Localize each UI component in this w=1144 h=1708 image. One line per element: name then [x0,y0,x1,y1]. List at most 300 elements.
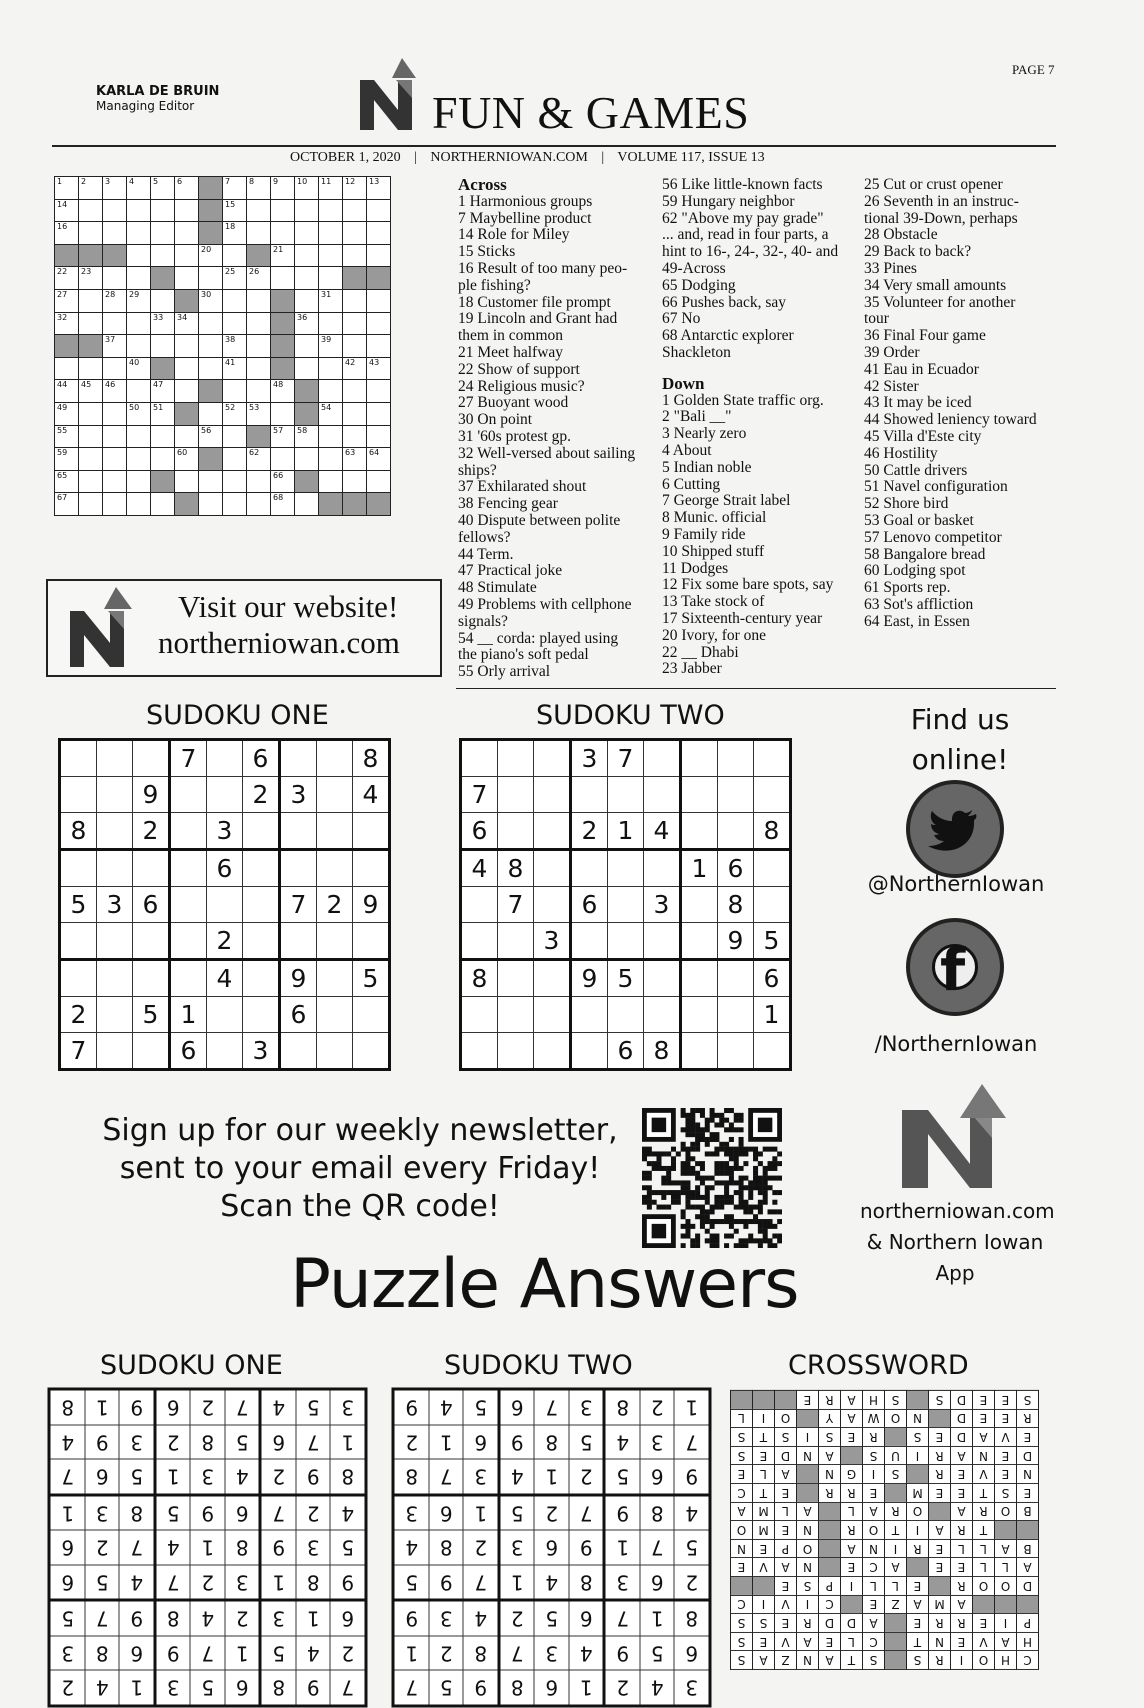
crossword-cell[interactable] [271,380,295,403]
crossword-cell[interactable] [127,493,151,516]
sudoku-cell [681,997,718,1033]
crossword-cell[interactable] [79,289,103,312]
sudoku-cell [97,777,133,813]
crossword-clue-number: 21 [273,244,284,254]
crossword-cell[interactable] [271,470,295,493]
crossword-cell[interactable] [295,267,319,290]
crossword-cell[interactable] [223,177,247,200]
crossword-black-square [271,312,295,335]
answer-sudoku-cell: 7 [605,1601,641,1637]
crossword-cell[interactable] [127,380,151,403]
crossword-cell[interactable] [223,244,247,267]
clue-line: them in common [458,327,564,345]
answer-crossword-cell: R [819,1391,841,1410]
crossword-cell[interactable] [271,222,295,245]
crossword-cell[interactable] [319,448,343,471]
crossword-clue-number: 57 [273,425,284,435]
crossword-cell[interactable] [199,244,223,267]
crossword-cell[interactable] [247,177,271,200]
crossword-cell[interactable] [127,357,151,380]
crossword-cell[interactable] [223,402,247,425]
crossword-cell[interactable] [271,425,295,448]
crossword-cell[interactable] [127,312,151,335]
answer-sudoku-cell: 5 [605,1460,641,1496]
crossword-cell[interactable] [127,199,151,222]
answer-crossword-cell: I [995,1614,1017,1633]
crossword-cell[interactable] [199,402,223,425]
crossword-cell[interactable] [271,493,295,516]
crossword-cell[interactable] [175,267,199,290]
crossword-black-square [247,425,271,448]
crossword-cell[interactable] [223,380,247,403]
crossword-cell[interactable] [295,312,319,335]
answer-crossword-cell: D [951,1428,973,1447]
facebook-handle[interactable]: /NorthernIowan [874,1032,1038,1056]
crossword-cell[interactable] [127,244,151,267]
crossword-cell[interactable] [223,312,247,335]
crossword-cell[interactable] [175,380,199,403]
crossword-cell[interactable] [247,335,271,358]
crossword-cell[interactable] [223,199,247,222]
answer-crossword-cell: M [753,1502,775,1521]
crossword-cell[interactable] [55,267,79,290]
crossword-cell[interactable] [319,289,343,312]
crossword-cell[interactable] [367,402,391,425]
answer-crossword-cell: E [1017,1428,1039,1447]
answer-sudoku-cell: 6 [261,1425,297,1460]
crossword-cell[interactable] [151,177,175,200]
answer-sudoku-cell: 9 [394,1601,430,1637]
answer-sudoku-cell: 2 [640,1390,675,1426]
crossword-cell[interactable] [271,267,295,290]
answer-sudoku-cell: 4 [225,1460,261,1496]
crossword-cell[interactable] [343,222,367,245]
crossword-cell[interactable] [223,267,247,290]
crossword-cell[interactable] [343,312,367,335]
crossword-cell[interactable] [151,289,175,312]
crossword-cell[interactable] [367,244,391,267]
crossword-cell[interactable] [55,448,79,471]
crossword-cell[interactable] [271,244,295,267]
crossword-cell[interactable] [343,357,367,380]
website-ad-url[interactable]: northerniowan.com [158,625,400,660]
crossword-cell[interactable] [367,470,391,493]
crossword-cell[interactable] [367,448,391,471]
crossword-cell[interactable] [127,470,151,493]
crossword-cell[interactable] [127,402,151,425]
facebook-icon[interactable]: f [906,918,1004,1016]
crossword-cell[interactable] [103,357,127,380]
crossword-cell[interactable] [175,335,199,358]
crossword-cell[interactable] [151,402,175,425]
answers-crossword-grid [730,1390,1039,1670]
sudoku-cell [718,740,754,777]
crossword-cell[interactable] [55,380,79,403]
website-ad[interactable] [46,579,442,677]
sudoku-cell: 8 [353,740,390,777]
crossword-cell[interactable] [343,289,367,312]
crossword-cell[interactable] [103,312,127,335]
answer-crossword-cell: L [841,1632,863,1651]
crossword-cell[interactable] [271,177,295,200]
sudoku-cell [353,997,390,1033]
crossword-cell[interactable] [319,470,343,493]
crossword-cell[interactable] [343,402,367,425]
crossword-cell[interactable] [55,289,79,312]
crossword-cell[interactable] [247,357,271,380]
crossword-cell[interactable] [199,289,223,312]
crossword-cell[interactable] [367,222,391,245]
crossword-cell[interactable] [367,357,391,380]
answer-sudoku-cell: 3 [225,1565,261,1601]
crossword-cell[interactable] [151,493,175,516]
crossword-cell[interactable] [55,357,79,380]
crossword-cell[interactable] [367,425,391,448]
answer-sudoku-cell: 7 [675,1425,711,1460]
clue-line: 43 It may be iced [864,394,972,412]
crossword-cell[interactable] [79,267,103,290]
answer-crossword-cell: L [995,1558,1017,1577]
sudoku-cell [97,923,133,960]
clue-line: 19 Lincoln and Grant had [458,310,618,328]
crossword-cell[interactable] [199,312,223,335]
crossword-cell[interactable] [247,289,271,312]
crossword-cell[interactable] [343,448,367,471]
crossword-cell[interactable] [247,267,271,290]
crossword-cell[interactable] [55,199,79,222]
crossword-cell[interactable] [223,222,247,245]
crossword-cell[interactable] [151,244,175,267]
crossword-cell[interactable] [295,357,319,380]
crossword-cell[interactable] [175,177,199,200]
answer-crossword-cell: O [775,1409,797,1428]
crossword-clue-number: 34 [177,312,188,322]
crossword-cell[interactable] [295,425,319,448]
crossword-cell[interactable] [175,357,199,380]
answer-crossword-cell [995,1595,1017,1614]
crossword-cell[interactable] [79,380,103,403]
crossword-cell[interactable] [127,448,151,471]
crossword-cell[interactable] [319,335,343,358]
crossword-cell[interactable] [199,267,223,290]
crossword-cell[interactable] [79,312,103,335]
clue-line: 21 Meet halfway [458,343,564,361]
answer-crossword-cell: A [951,1446,973,1465]
crossword-cell[interactable] [247,493,271,516]
crossword-cell[interactable] [295,335,319,358]
newsletter-line2: sent to your email every Friday! [119,1151,601,1186]
crossword-cell[interactable] [175,425,199,448]
crossword-cell[interactable] [199,335,223,358]
crossword-clue-number: 48 [273,380,284,390]
crossword-cell[interactable] [175,448,199,471]
crossword-cell[interactable] [247,470,271,493]
crossword-cell[interactable] [367,199,391,222]
crossword-cell[interactable] [271,402,295,425]
twitter-icon[interactable] [906,780,1004,878]
crossword-cell[interactable] [319,222,343,245]
crossword-cell[interactable] [79,470,103,493]
answer-crossword-cell: O [885,1409,907,1428]
answer-crossword-cell: H [863,1391,885,1410]
crossword-cell[interactable] [175,470,199,493]
clue-line: 55 Orly arrival [458,663,551,681]
clue-line: the piano's soft pedal [458,646,589,664]
crossword-cell[interactable] [343,470,367,493]
newsletter-promo [90,1112,630,1226]
crossword-cell[interactable] [79,493,103,516]
answer-crossword-cell: O [907,1502,929,1521]
crossword-cell[interactable] [247,448,271,471]
crossword-cell[interactable] [367,312,391,335]
crossword-cell[interactable] [319,402,343,425]
crossword-cell[interactable] [151,312,175,335]
crossword-cell[interactable] [151,448,175,471]
crossword-cell[interactable] [127,267,151,290]
sudoku-cell [97,740,133,777]
answer-crossword-cell: A [995,1632,1017,1651]
answer-sudoku-cell: 9 [429,1565,464,1601]
across-clues-col1 [458,177,643,681]
issue-date: OCTOBER 1, 2020 [290,150,401,165]
crossword-cell[interactable] [295,199,319,222]
crossword-cell[interactable] [151,199,175,222]
crossword-cell[interactable] [103,425,127,448]
crossword-cell[interactable] [55,312,79,335]
crossword-cell[interactable] [343,177,367,200]
sudoku-cell [317,740,353,777]
newsletter-qr-code[interactable] [642,1108,782,1248]
sudoku-cell: 4 [461,850,498,887]
crossword-cell[interactable] [55,177,79,200]
sudoku-cell [207,1033,243,1070]
crossword-cell[interactable] [247,380,271,403]
answer-crossword-cell: E [995,1391,1017,1410]
answers-crossword-title: CROSSWORD [788,1350,969,1381]
crossword-cell[interactable] [103,380,127,403]
crossword-cell[interactable] [55,222,79,245]
crossword-cell[interactable] [55,470,79,493]
answer-sudoku-cell: 1 [429,1425,464,1460]
crossword-cell[interactable] [55,493,79,516]
crossword-cell[interactable] [175,222,199,245]
crossword-cell[interactable] [55,402,79,425]
crossword-cell[interactable] [247,222,271,245]
sudoku-cell: 2 [243,777,280,813]
crossword-cell[interactable] [103,402,127,425]
crossword-cell[interactable] [223,493,247,516]
answer-crossword-cell: E [951,1558,973,1577]
sudoku-cell [317,813,353,850]
answer-sudoku-cell: 4 [191,1601,226,1637]
answer-sudoku-cell: 1 [120,1671,156,1707]
crossword-clue-number: 23 [81,267,92,277]
sudoku-cell [681,740,718,777]
crossword-cell[interactable] [295,493,319,516]
crossword-cell[interactable] [223,335,247,358]
crossword-cell[interactable] [127,289,151,312]
crossword-cell[interactable] [367,177,391,200]
crossword-cell[interactable] [103,470,127,493]
answer-crossword-cell: R [929,1614,951,1633]
sudoku-cell: 7 [280,887,317,923]
answer-crossword-cell: T [885,1521,907,1540]
crossword-cell[interactable] [247,199,271,222]
clue-line: 32 Well-versed about sailing [458,444,636,462]
crossword-cell[interactable] [151,335,175,358]
crossword-cell[interactable] [55,425,79,448]
crossword-cell[interactable] [295,244,319,267]
crossword-cell[interactable] [79,425,103,448]
sudoku-cell [243,813,280,850]
crossword-cell[interactable] [367,289,391,312]
sudoku-cell [317,1033,353,1070]
answer-sudoku-cell: 6 [50,1565,86,1601]
answer-sudoku-cell: 1 [535,1460,570,1496]
crossword-cell[interactable] [319,199,343,222]
crossword-cell[interactable] [319,425,343,448]
answer-sudoku-cell: 1 [569,1671,605,1707]
crossword-cell[interactable] [343,425,367,448]
crossword-cell[interactable] [247,312,271,335]
crossword-cell[interactable] [319,267,343,290]
clue-line: tional 39-Down, perhaps [864,209,1018,227]
crossword-cell[interactable] [175,312,199,335]
crossword-cell[interactable] [103,448,127,471]
crossword-clue-number: 46 [105,380,116,390]
crossword-cell[interactable] [103,289,127,312]
crossword-cell[interactable] [343,199,367,222]
crossword-clue-number: 2 [81,177,87,186]
crossword-cell[interactable] [103,493,127,516]
answer-sudoku-cell: 4 [499,1460,535,1496]
crossword-cell[interactable] [223,425,247,448]
crossword-cell[interactable] [79,402,103,425]
crossword-cell[interactable] [79,199,103,222]
sudoku-cell [534,850,571,887]
sudoku-cell [60,850,97,887]
crossword-cell[interactable] [367,380,391,403]
crossword-cell[interactable] [103,267,127,290]
crossword-cell[interactable] [319,244,343,267]
answer-crossword-cell: E [907,1576,929,1595]
answer-sudoku-cell: 9 [499,1425,535,1460]
clue-line: 9 Family ride [662,525,746,543]
crossword-cell[interactable] [343,244,367,267]
sudoku-cell [754,850,791,887]
crossword-cell[interactable] [271,199,295,222]
crossword-cell[interactable] [223,357,247,380]
clue-line: 62 "Above my pay grade" [662,209,824,227]
crossword-cell[interactable] [103,199,127,222]
crossword-cell[interactable] [79,177,103,200]
crossword-cell[interactable] [295,222,319,245]
crossword-cell[interactable] [199,470,223,493]
crossword-clue-number: 28 [105,289,116,299]
crossword-clue-number: 37 [105,335,116,345]
crossword-cell[interactable] [343,380,367,403]
crossword-cell[interactable] [127,222,151,245]
crossword-cell[interactable] [223,470,247,493]
answer-sudoku-cell: 8 [225,1531,261,1566]
crossword-clue-number: 5 [153,177,159,186]
clue-line: 54 __ corda: played using [458,629,619,647]
answer-crossword-cell: E [819,1632,841,1651]
crossword-cell[interactable] [127,335,151,358]
clue-line: 59 Hungary neighbor [662,192,795,210]
crossword-clue-number: 59 [57,448,68,458]
crossword-cell[interactable] [319,177,343,200]
sudoku-cell [461,740,498,777]
website-ad-line1: Visit our website! [178,589,399,624]
site-link[interactable]: NORTHERNIOWAN.COM [430,150,588,165]
answer-crossword-cell: E [1017,1483,1039,1502]
sudoku-cell: 6 [754,960,791,997]
crossword-cell[interactable] [223,289,247,312]
crossword-cell[interactable] [247,402,271,425]
crossword-cell[interactable] [151,380,175,403]
crossword-cell[interactable] [103,222,127,245]
crossword-cell[interactable] [199,493,223,516]
answer-crossword-cell [885,1632,907,1651]
clue-line: 2 "Bali __" [662,408,732,426]
crossword-cell[interactable] [271,448,295,471]
crossword-cell[interactable] [175,199,199,222]
crossword-cell[interactable] [319,357,343,380]
crossword-cell[interactable] [103,335,127,358]
sudoku-cell [498,740,534,777]
crossword-cell[interactable] [223,448,247,471]
crossword-cell[interactable] [343,335,367,358]
clue-line: 61 Sports rep. [864,579,951,597]
crossword-cell[interactable] [127,425,151,448]
crossword-cell[interactable] [319,312,343,335]
answer-sudoku-cell: 8 [85,1636,120,1671]
crossword-cell[interactable] [319,380,343,403]
answer-sudoku-cell: 4 [155,1531,191,1566]
crossword-cell[interactable] [367,335,391,358]
crossword-cell[interactable] [79,222,103,245]
answer-crossword-cell: B [1017,1502,1039,1521]
sudoku-cell: 4 [644,813,681,850]
crossword-cell[interactable] [295,448,319,471]
crossword-cell[interactable] [79,357,103,380]
answer-crossword-cell: R [929,1446,951,1465]
crossword-cell[interactable] [151,425,175,448]
website-logo [64,585,142,669]
answer-sudoku-cell: 4 [464,1601,500,1637]
crossword-cell[interactable] [79,448,103,471]
crossword-cell[interactable] [127,177,151,200]
answer-crossword-cell: O [973,1651,995,1670]
crossword-cell[interactable] [175,244,199,267]
answer-crossword-cell: A [775,1558,797,1577]
crossword-cell[interactable] [151,222,175,245]
crossword-cell[interactable] [199,357,223,380]
answer-crossword-cell: D [841,1614,863,1633]
answer-crossword-cell: I [907,1446,929,1465]
crossword-cell[interactable] [295,177,319,200]
app-promo-url[interactable]: northerniowan.com [860,1199,1055,1223]
answer-crossword-cell: E [973,1614,995,1633]
crossword-cell[interactable] [295,289,319,312]
sudoku-cell [681,923,718,960]
twitter-handle[interactable]: @NorthernIowan [867,872,1045,896]
crossword-black-square [271,289,295,312]
crossword-cell[interactable] [199,425,223,448]
crossword-cell[interactable] [103,177,127,200]
sudoku-cell: 3 [280,777,317,813]
